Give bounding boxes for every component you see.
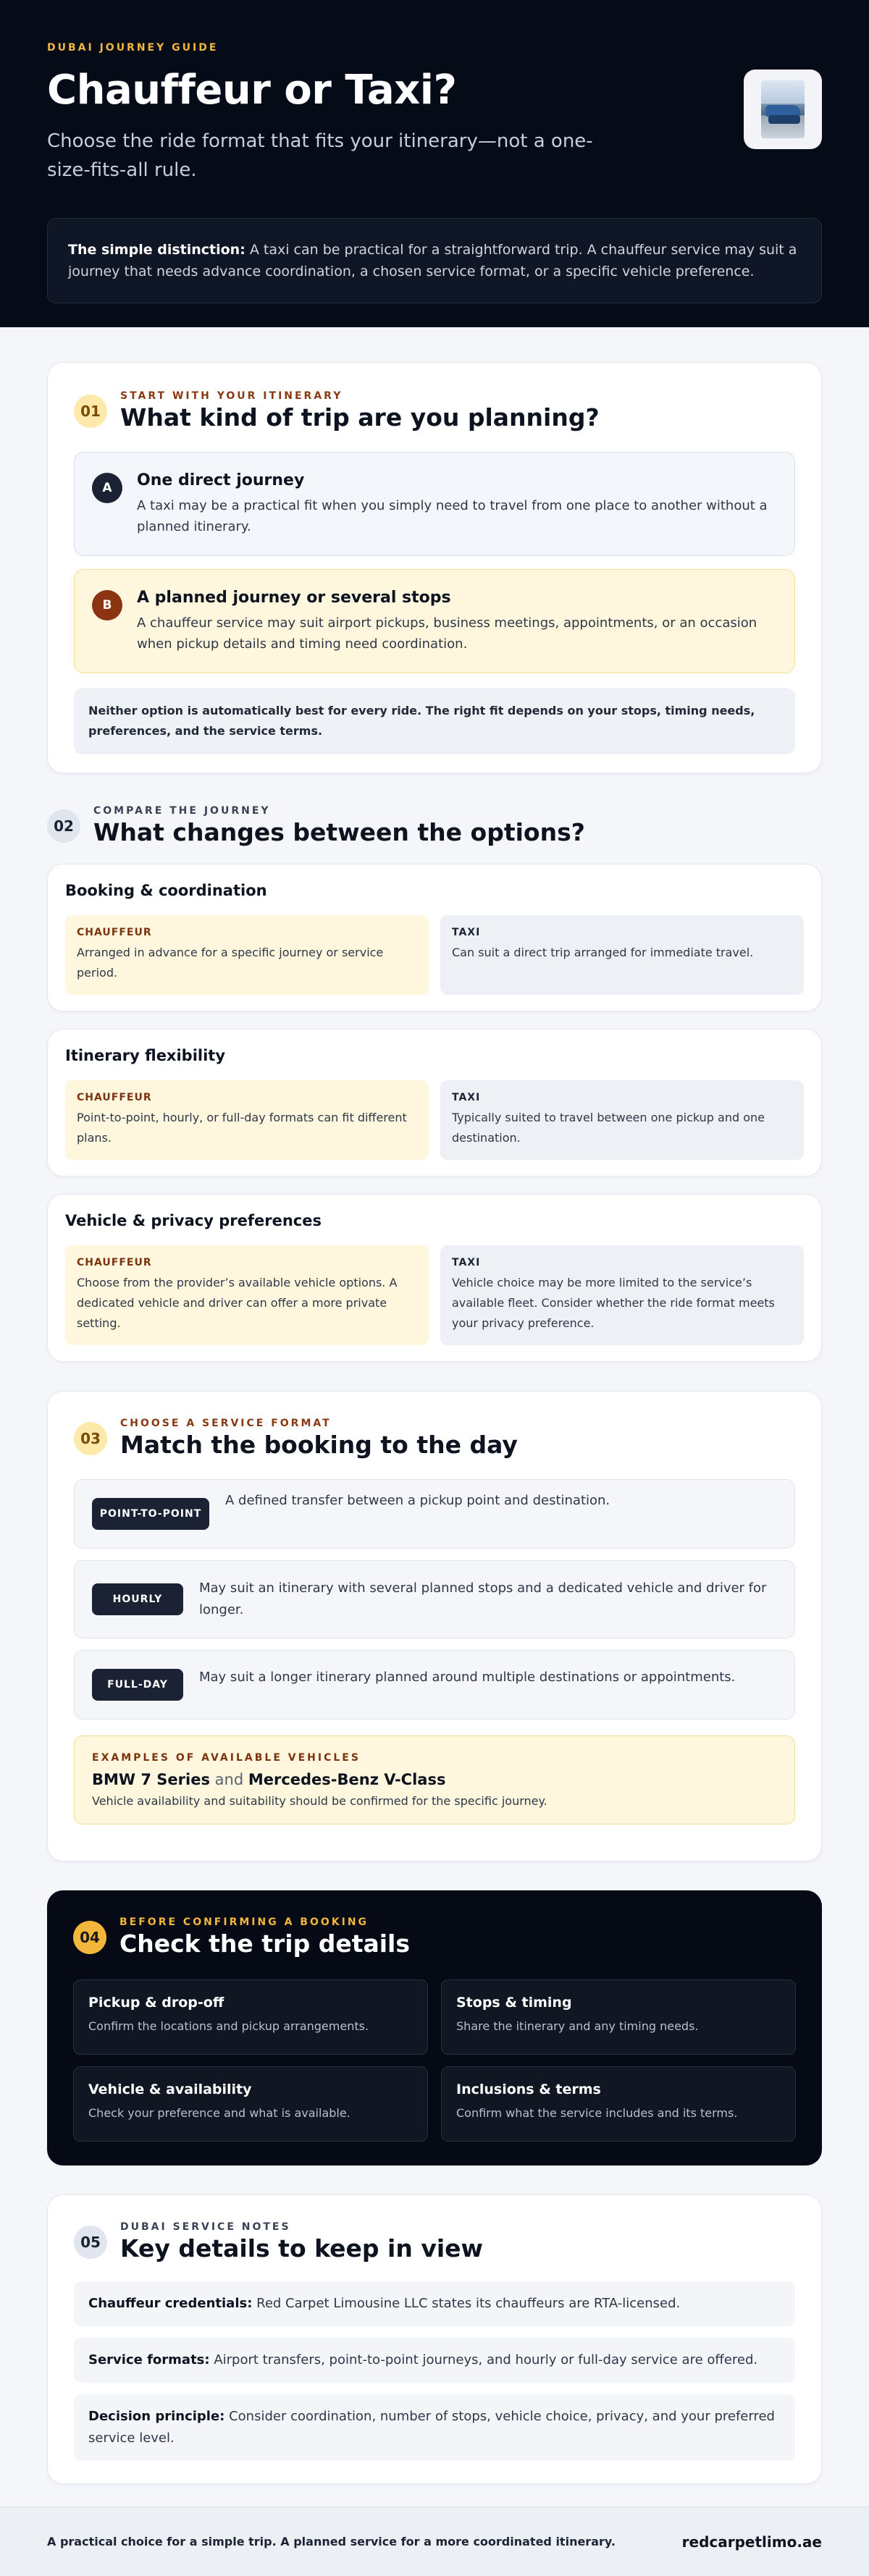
taxi-text: Typically suited to travel between one pickup and one destination. [452,1111,765,1145]
chauffeur-column [65,1080,429,1160]
checklist-title: Inclusions & terms [456,2082,601,2097]
checklist-body: Confirm what the service includes and its terms. [456,2106,738,2120]
taxi-column [440,915,804,995]
checklist-item [73,2066,428,2142]
vehicle-examples [74,1735,795,1824]
compare-card-flexibility [47,1029,822,1177]
vehicle-joiner: and [209,1771,248,1788]
section-title: What kind of trip are you planning? [120,403,600,432]
footer-tagline: A practical choice for a simple trip. A planned service for a more coordinated itinerary. [47,2535,616,2548]
format-pill: HOURLY [92,1583,183,1615]
hero-note-body: A taxi can be practical for a straightforward trip. A chauffeur service may suit a journey that needs advance coordination, a chosen service format, or a specific vehicle preference. [68,242,797,279]
format-description: May suit an itinerary with several planned stops and a dedicated vehicle and driver for longer. [199,1580,767,1617]
section-title: What changes between the options? [93,818,585,846]
section-number-badge: 03 [74,1422,107,1455]
checklist-title: Vehicle & availability [88,2082,252,2097]
note-body: Airport transfers, point-to-point journeys, and hourly or full-day service are offered. [209,2352,758,2367]
section-title: Check the trip details [119,1929,411,1958]
compare-card-vehicle [47,1194,822,1362]
section-number-badge: 04 [73,1921,106,1954]
section-header [73,1916,796,1958]
section-header [74,1418,795,1459]
section-header [74,2221,795,2263]
compare-title: Itinerary flexibility [65,1047,226,1064]
main-content [0,362,869,2484]
format-pill: FULL-DAY [92,1669,183,1701]
format-pill: POINT-TO-POINT [92,1498,209,1530]
section-service-format [47,1391,822,1861]
section-eyebrow: START WITH YOUR ITINERARY [120,390,343,402]
page-footer [0,2506,869,2576]
section-number-badge: 02 [47,809,80,843]
option-letter-badge: B [92,590,122,620]
section-number-badge: 05 [74,2226,107,2259]
taxi-label: TAXI [452,927,481,938]
note-lead: Chauffeur credentials: [88,2296,253,2311]
format-row-hourly [74,1560,795,1638]
format-description: May suit a longer itinerary planned around multiple destinations or appointments. [199,1670,736,1685]
section-eyebrow: COMPARE THE JOURNEY [93,805,271,817]
note-lead: Service formats: [88,2352,210,2367]
chauffeur-label: CHAUFFEUR [77,1092,152,1103]
hero-car-image [744,70,822,149]
section-compare [47,805,822,1362]
section-service-notes [47,2194,822,2484]
taxi-text: Can suit a direct trip arranged for immediate travel. [452,946,754,959]
section-header [47,805,822,846]
section-eyebrow: DUBAI SERVICE NOTES [120,2221,291,2233]
checklist-body: Confirm the locations and pickup arrangements. [88,2019,369,2033]
chauffeur-label: CHAUFFEUR [77,927,152,938]
option-body: A chauffeur service may suit airport pickups, business meetings, appointments, or an occasion when pickup details and timing need coordination. [137,615,757,652]
section-trip-type [47,362,822,773]
chauffeur-column [65,915,429,995]
checklist-item [441,2066,796,2142]
hero-header [0,0,869,327]
checklist-item [73,1979,428,2055]
section-check-details [47,1890,822,2165]
taxi-column [440,1245,804,1345]
format-row-full-day [74,1650,795,1720]
chauffeur-label: CHAUFFEUR [77,1257,152,1268]
compare-title: Booking & coordination [65,882,267,899]
note-body: Red Carpet Limousine LLC states its chauffeurs are RTA-licensed. [252,2296,681,2311]
chauffeur-text: Point-to-point, hourly, or full-day formats can fit different plans. [77,1111,407,1145]
page-title: Chauffeur or Taxi? [47,67,457,114]
service-note-row [74,2338,795,2383]
note-body: Consider coordination, number of stops, vehicle choice, privacy, and your preferred service level. [88,2409,775,2446]
section-title: Key details to keep in view [120,2234,484,2263]
option-body: A taxi may be a practical fit when you simply need to travel from one place to another without a planned itinerary. [137,498,768,534]
service-note-row [74,2281,795,2326]
checklist-title: Stops & timing [456,1995,572,2011]
hero-distinction-note [47,218,822,303]
examples-label: EXAMPLES OF AVAILABLE VEHICLES [92,1752,361,1764]
chauffeur-column [65,1245,429,1345]
checklist-title: Pickup & drop-off [88,1995,224,2011]
note-lead: Decision principle: [88,2409,225,2424]
taxi-label: TAXI [452,1257,481,1268]
compare-card-booking [47,864,822,1011]
service-note-row [74,2394,795,2461]
brand-link[interactable]: redcarpetlimo.ae [681,2533,822,2551]
option-title: One direct journey [137,471,305,489]
option-title: A planned journey or several stops [137,589,451,607]
hero-subtitle: Choose the ride format that fits your itinerary—not a one-size-fits-all rule. [47,130,593,181]
section-eyebrow: BEFORE CONFIRMING A BOOKING [119,1916,369,1928]
examples-note: Vehicle availability and suitability should be confirmed for the specific journey. [92,1794,547,1808]
checklist-grid [73,1979,796,2142]
neutral-note: Neither option is automatically best for every ride. The right fit depends on your stops, timing needs, preferences, and the service terms. [74,688,795,754]
section-title: Match the booking to the day [120,1431,518,1459]
format-description: A defined transfer between a pickup point and destination. [225,1493,610,1508]
taxi-label: TAXI [452,1092,481,1103]
compare-title: Vehicle & privacy preferences [65,1212,322,1229]
chauffeur-text: Choose from the provider’s available vehicle options. A dedicated vehicle and driver can offer a more private setting. [77,1276,398,1330]
checklist-body: Share the itinerary and any timing needs. [456,2019,699,2033]
format-row-point-to-point [74,1479,795,1549]
vehicle-name: Mercedes-Benz V-Class [248,1771,446,1788]
examples-vehicles [92,1771,777,1788]
checklist-body: Check your preference and what is available. [88,2106,350,2120]
checklist-item [441,1979,796,2055]
chauffeur-text: Arranged in advance for a specific journey or service period. [77,946,384,980]
option-card-a [74,452,795,556]
taxi-text: Vehicle choice may be more limited to the service’s available fleet. Consider whether the ride format meets your privacy preference. [452,1276,775,1330]
hero-note-lead: The simple distinction: [68,242,245,258]
car-photo-icon [761,80,805,138]
vehicle-name: BMW 7 Series [92,1771,210,1788]
section-number-badge: 01 [74,395,107,428]
option-letter-badge: A [92,473,122,503]
taxi-column [440,1080,804,1160]
hero-eyebrow: DUBAI JOURNEY GUIDE [47,42,219,54]
section-eyebrow: CHOOSE A SERVICE FORMAT [120,1418,332,1429]
option-card-b [74,569,795,673]
section-header [74,390,795,432]
